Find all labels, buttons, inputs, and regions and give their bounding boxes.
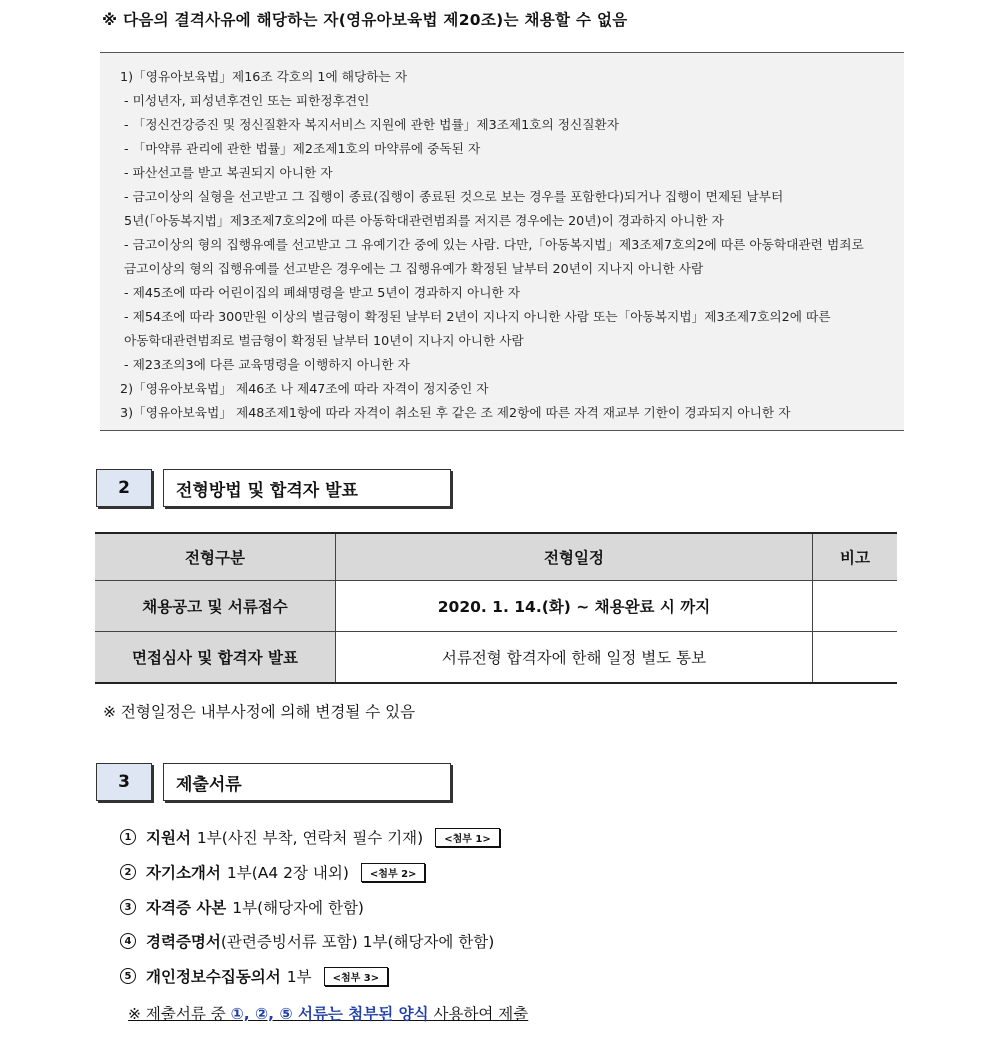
table-header-row — [95, 533, 897, 581]
document-detail: 1부(A4 2장 내외) — [226, 864, 349, 882]
disqualification-line: 아동학대관련범죄로 벌금형이 확정된 날부터 10년이 지나지 아니한 사람 — [124, 333, 524, 348]
document-detail: 1부(해당자에 한함) — [232, 899, 364, 917]
schedule-note: ※ 전형일정은 내부사정에 의해 변경될 수 있음 — [103, 703, 416, 721]
notice-heading: ※ 다음의 결격사유에 해당하는 자(영유아보육법 제20조)는 채용할 수 없음 — [102, 11, 628, 29]
section-3-number: 3 — [96, 763, 152, 801]
disqualification-line: - 파산선고를 받고 복권되지 아니한 자 — [124, 165, 333, 180]
document-item-privacy-consent — [120, 965, 388, 987]
attachment-tag: <첨부 1> — [435, 828, 500, 847]
schedule-cell: 2020. 1. 14.(화) ~ 채용완료 시 까지 — [336, 581, 813, 632]
document-name: 자격증 사본 — [146, 899, 227, 917]
disqualification-line: - 제45조에 따라 어린이집의 폐쇄명령을 받고 5년이 경과하지 아니한 자 — [124, 285, 521, 300]
schedule-table — [95, 532, 897, 684]
document-item-career-certificate — [120, 930, 494, 952]
table-row — [95, 632, 897, 684]
disqualification-line: - 「정신건강증진 및 정신질환자 복지서비스 지원에 관한 법률」제3조제1호의 정신질환자 — [124, 117, 620, 132]
item-number: 4 — [120, 933, 136, 949]
attachment-tag: <첨부 3> — [324, 967, 389, 986]
disqualification-line: 5년(「아동복지법」제3조제7호의2에 따른 아동학대관련범죄를 저지른 경우에는 20년)이 경과하지 아니한 자 — [124, 213, 724, 228]
disqualification-line: - 금고이상의 형의 집행유예를 선고받고 그 유예기간 중에 있는 사람. 다만,「아동복지법」제3조제7호의2에 따른 아동학대관련 범죄로 — [124, 237, 864, 252]
column-header-stage: 전형구분 — [95, 533, 336, 581]
document-name: 경력증명서 — [146, 933, 221, 951]
item-number: 2 — [120, 864, 136, 880]
submission-note — [128, 1002, 528, 1024]
document-item-application — [120, 826, 500, 848]
disqualification-line: - 제54조에 따라 300만원 이상의 벌금형이 확정된 날부터 2년이 지나지 아니한 사람 또는「아동복지법」제3조제7호의2에 따른 — [124, 309, 831, 324]
document-item-self-introduction — [120, 861, 425, 883]
disqualification-line: - 미성년자, 피성년후견인 또는 피한정후견인 — [124, 93, 370, 108]
document-detail: (관련증빙서류 포함) 1부(해당자에 한함) — [220, 933, 495, 951]
document-item-certificate-copy — [120, 896, 364, 918]
document-detail: 1부(사진 부착, 연락처 필수 기재) — [196, 829, 424, 847]
column-header-schedule: 전형일정 — [336, 533, 813, 581]
submission-note-suffix: 사용하여 제출 — [428, 1005, 529, 1023]
disqualification-line: 2)「영유아보육법」 제46조 나 제47조에 따라 자격이 정지중인 자 — [120, 381, 489, 396]
stage-cell: 면접심사 및 합격자 발표 — [95, 632, 336, 684]
disqualification-line: 금고이상의 형의 집행유예를 선고받은 경우에는 그 집행유예가 확정된 날부터 20년이 지나지 아니한 사람 — [124, 261, 704, 276]
stage-cell: 채용공고 및 서류접수 — [95, 581, 336, 632]
disqualification-box — [100, 52, 904, 431]
disqualification-line: 1)「영유아보육법」제16조 각호의 1에 해당하는 자 — [120, 69, 408, 84]
section-2-title: 전형방법 및 합격자 발표 — [163, 469, 451, 507]
item-number: 1 — [120, 829, 136, 845]
submission-note-highlight: ①, ②, ⑤ 서류는 첨부된 양식 — [230, 1005, 429, 1023]
note-cell — [813, 581, 898, 632]
section-3-title: 제출서류 — [163, 763, 451, 801]
submission-note-prefix: ※ 제출서류 중 — [128, 1005, 231, 1023]
column-header-note: 비고 — [813, 533, 898, 581]
attachment-tag: <첨부 2> — [361, 863, 426, 882]
table-row — [95, 581, 897, 632]
disqualification-line: - 제23조의3에 다른 교육명령을 이행하지 아니한 자 — [124, 357, 410, 372]
document-name: 개인정보수집동의서 — [146, 968, 281, 986]
document-name: 지원서 — [146, 829, 191, 847]
disqualification-line: 3)「영유아보육법」 제48조제1항에 따라 자격이 취소된 후 같은 조 제2항에 따른 자격 재교부 기한이 경과되지 아니한 자 — [120, 405, 791, 420]
section-2-number: 2 — [96, 469, 152, 507]
note-cell — [813, 632, 898, 684]
schedule-cell: 서류전형 합격자에 한해 일정 별도 통보 — [336, 632, 813, 684]
document-detail: 1부 — [286, 968, 312, 986]
document-name: 자기소개서 — [146, 864, 221, 882]
item-number: 5 — [120, 968, 136, 984]
disqualification-line: - 「마약류 관리에 관한 법률」제2조제1호의 마약류에 중독된 자 — [124, 141, 481, 156]
item-number: 3 — [120, 899, 136, 915]
disqualification-line: - 금고이상의 실형을 선고받고 그 집행이 종료(집행이 종료된 것으로 보는 경우를 포함한다)되거나 집행이 면제된 날부터 — [124, 189, 784, 204]
